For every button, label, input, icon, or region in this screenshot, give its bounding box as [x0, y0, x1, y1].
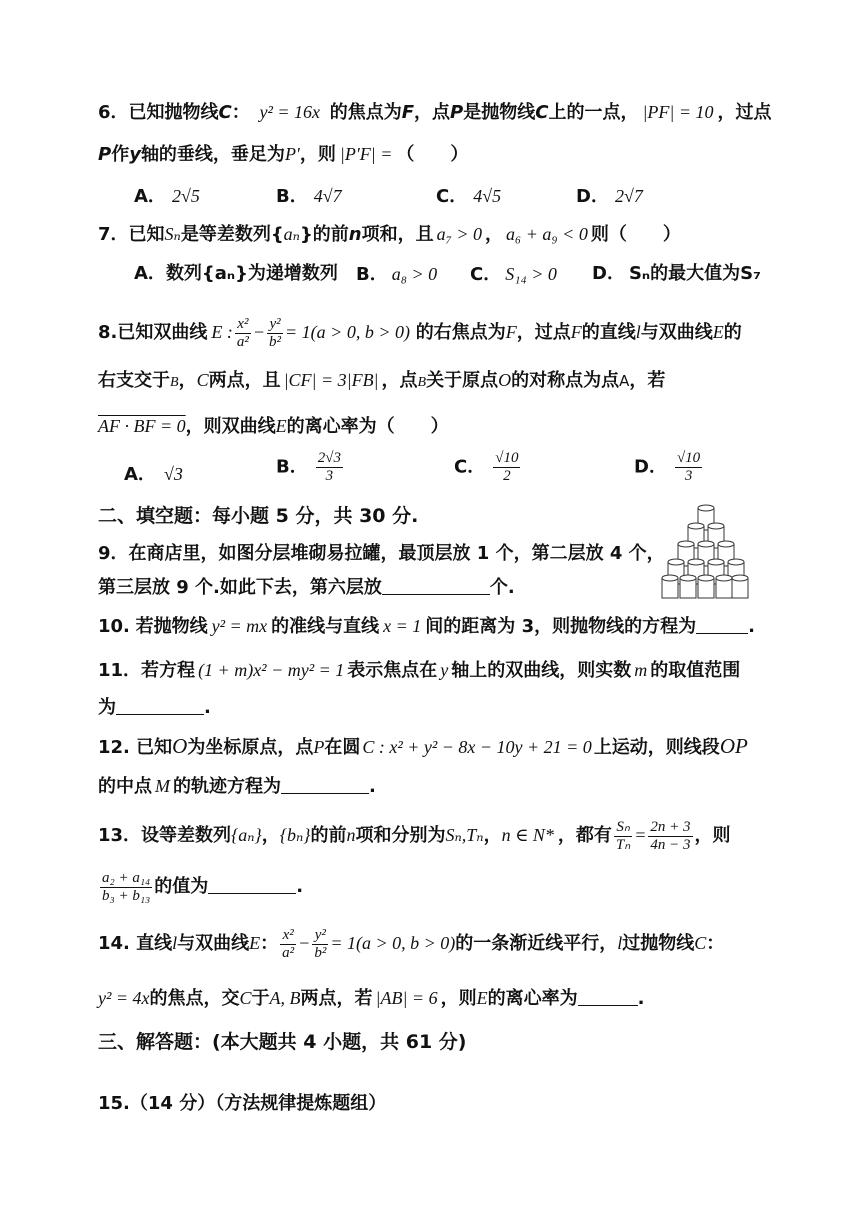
q12-answer-blank [281, 775, 369, 794]
q7-options [0, 262, 860, 286]
q13-line1: 13．设等差数列{aₙ}，{bₙ}的前n项和分别为Sₙ,Tₙ，n ∈ N* ，都有 $\frac{\text{Sₙ}}{\text{Tₙ}}$ = $\frac{2n + 3}{4n - 3}$ ，则 [98, 818, 731, 853]
q11-line1: 11．若方程 (1 + m)x² − my² = 1 表示焦点在 y 轴上的双曲线，则实数 m 的取值范围 [98, 660, 741, 681]
can-pyramid-illustration [660, 504, 750, 602]
q12-line2: 的中点 M 的轨迹方程为 . [98, 776, 376, 797]
q9-line1: 9．在商店里，如图分层堆砌易拉罐，最顶层放 1 个，第二层放 4 个， [98, 543, 665, 564]
q8-option-c: C． $\frac{√10}{2}$ [454, 450, 519, 484]
q14-frac-x: $\frac{\text{x²}}{\text{a²}}$ [282, 926, 295, 961]
q7-option-b: B． a₈ > 0 [356, 264, 438, 285]
q8-line3: AF · BF = 0，则双曲线E的离心率为（ ） [98, 416, 449, 437]
q13-frac-n: $\frac{2n + 3}{4n - 3}$ [650, 818, 691, 853]
q6-line1: 6．已知抛物线C： y² = 16x 的焦点为F，点P是抛物线C上的一点， |PF| = 10 ，过点 [98, 102, 772, 123]
q6-options [0, 184, 860, 208]
q14-line2: y² = 4x的焦点，交C于A, B两点，若 |AB| = 6 ，则E的离心率为 . [98, 988, 645, 1009]
q13-answer-blank [208, 875, 296, 894]
q13-frac-ab: $\frac{\text{a₂ + a₁₄}}{\text{b₃ + b₁₃}}$ [102, 869, 151, 904]
q8-line2: 右支交于B，C两点，且 |CF| = 3|FB| ，点B关于原点O的对称点为点A，若 [98, 370, 666, 391]
section-3-heading: 三、解答题：(本大题共 4 小题，共 61 分) [98, 1031, 467, 1053]
q8-line1: 8.已知双曲线 E : $\frac{\text{x²}}{\text{a²}}$ − $\frac{\text{y²}}{\text{b²}}$ = 1(a > 0, b > 0) 的右焦点为F，过点F的直线l与双曲线E的 [98, 315, 742, 350]
q6-option-d: D． 2√7 [576, 186, 643, 207]
q14-line1: 14. 直线l与双曲线E： $\frac{\text{x²}}{\text{a²}}$ − $\frac{\text{y²}}{\text{b²}}$ = 1(a > 0, b > 0)的一条渐近线平行，l过抛物线C： [98, 926, 725, 961]
q11-answer-blank [116, 696, 204, 715]
q6-option-c: C． 4√5 [436, 186, 502, 207]
q6-option-a: A． 2√5 [134, 186, 200, 207]
section-2-heading: 二、填空题：每小题 5 分，共 30 分. [98, 505, 419, 527]
q8-vector-expr: AF · BF = 0 [98, 416, 186, 436]
q13-frac-st: $\frac{\text{Sₙ}}{\text{Tₙ}}$ [615, 818, 631, 853]
q9-answer-blank [382, 576, 490, 595]
q8-option-b: B． $\frac{2√3}{3}$ [276, 450, 341, 484]
q13-line2: $\frac{\text{a₂ + a₁₄}}{\text{b₃ + b₁₃}}$ 的值为 . [102, 869, 304, 904]
q9-line2: 第三层放 9 个.如此下去，第六层放 个. [98, 577, 515, 598]
q8-options [0, 450, 860, 496]
q7-option-d: D． Sₙ的最大值为S₇ [592, 263, 761, 284]
q6-line2: P作y轴的垂线，垂足为P′，则 |P′F| = （ ） [98, 144, 469, 165]
q7-line1: 7．已知Sₙ是等差数列{aₙ}的前n项和，且 a₇ > 0 ， a₆ + a₉ < 0 则（ ） [98, 224, 681, 245]
q7-option-c: C． S₁₄ > 0 [470, 264, 557, 285]
q8-frac-x: $\frac{\text{x²}}{\text{a²}}$ [236, 315, 249, 350]
q14-answer-blank [578, 987, 638, 1006]
q10-line: 10. 若抛物线 y² = mx 的准线与直线 x = 1 间的距离为 3，则抛物线的方程为 . [98, 616, 755, 637]
q8-frac-y: $\frac{\text{y²}}{\text{b²}}$ [269, 315, 282, 350]
q8-option-d: D． $\frac{√10}{3}$ [634, 450, 701, 484]
q8-option-a: A． √3 [124, 464, 183, 485]
q10-answer-blank [696, 615, 748, 634]
q15-heading: 15.（14 分）（方法规律提炼题组） [98, 1093, 387, 1114]
q6-option-b: B． 4√7 [276, 186, 342, 207]
q14-frac-y: $\frac{\text{y²}}{\text{b²}}$ [314, 926, 327, 961]
q12-line1: 12. 已知O为坐标原点，点P在圆 C : x² + y² − 8x − 10y + 21 = 0 上运动，则线段OP [98, 734, 748, 758]
q11-line2: 为 . [98, 697, 211, 718]
q7-option-a: A．数列{aₙ}为递增数列 [134, 263, 338, 284]
